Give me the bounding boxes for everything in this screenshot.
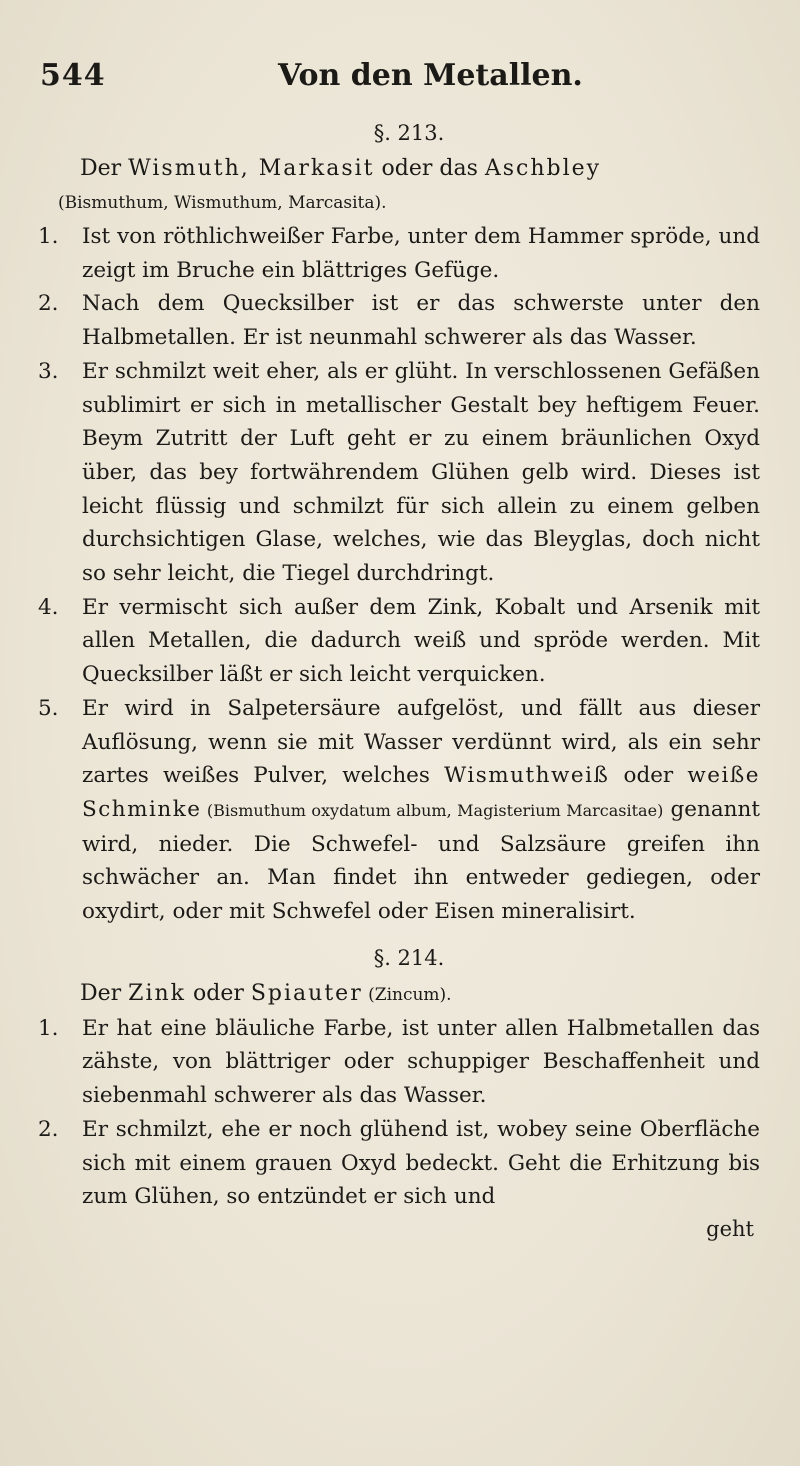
item-number: 1. — [38, 1015, 59, 1041]
item-number: 2. — [38, 1116, 59, 1142]
heading-latin: (Zincum). — [362, 984, 452, 1005]
heading-name-zink: Zink — [128, 980, 186, 1006]
list-item — [38, 220, 760, 287]
page-number: 544 — [40, 58, 106, 93]
heading-name-spiauter: Spiauter — [250, 980, 363, 1006]
item-text: Nach dem Quecksilber ist er das schwerste unter den Halbmetallen. Er ist neunmahl schwerer als das Wasser. — [82, 291, 760, 351]
item-text-mid: oder — [609, 763, 688, 789]
item-number: 1. — [38, 224, 59, 249]
item-text: Ist von röthlichweißer Farbe, unter dem Hammer spröde, und zeigt im Bruche ein blättriges Gefüge. — [82, 224, 760, 283]
item-number: 2. — [38, 291, 59, 317]
section-213-list — [38, 220, 760, 929]
emphasis-weisse-schminke: weiße Schminke — [82, 763, 760, 822]
item-text: Er vermischt sich außer dem Zink, Kobalt und Arsenik mit allen Metallen, die dadurch weiß und spröde werden. Mit Quecksilber läßt er sich leicht verquicken. — [82, 594, 760, 688]
item-text-after: genannt wird, nieder. Die Schwefel- und Salzsäure greifen ihn schwächer an. Man findet ihn entweder gediegen, oder oxydirt, oder mit Schwefel oder Eisen mineralisirt. — [82, 796, 760, 925]
catchword: geht — [706, 1216, 754, 1241]
section-214 — [38, 943, 760, 1244]
heading-name-aschbley: Aschbley — [484, 156, 602, 181]
item-text: Er schmilzt, ehe er noch glühend ist, wobey seine Oberfläche sich mit einem grauen Oxyd bedeckt. Geht die Erhitzung bis zum Glühen, so entzündet er sich und — [82, 1116, 760, 1210]
emphasis-wismuthweiss: Wismuthweiß — [444, 763, 610, 789]
body-text — [38, 118, 760, 1244]
latin-term: (Bismuthum oxydatum album, Magisterium Marcasitae) — [201, 800, 664, 820]
section-mark-213: §. 213. — [373, 121, 445, 145]
item-text: Er hat eine bläuliche Farbe, ist unter allen Halbmetallen das zähste, von blättriger oder schuppiger Beschaffenheit und siebenmahl schwerer als das Wasser. — [82, 1015, 760, 1109]
item-number: 4. — [38, 594, 59, 620]
list-item — [38, 692, 760, 929]
section-heading-213-latin: (Bismuthum, Wismuthum, Marcasita). — [58, 193, 387, 213]
list-item — [38, 1012, 760, 1113]
list-item — [38, 591, 760, 692]
item-number: 5. — [38, 695, 59, 721]
section-heading-213 — [38, 152, 760, 186]
item-text-before: Er wird in Salpetersäure aufgelöst, und fällt aus dieser Auflösung, wenn sie mit Wasser verdünnt wird, als ein sehr zartes weißes Pulver, welches — [82, 695, 760, 789]
heading-prefix: Der — [80, 980, 129, 1006]
item-text: Er schmilzt weit eher, als er glüht. In verschlossenen Gefäßen sublimirt er sich in metallischer Gestalt bey heftigem Feuer. Beym Zutritt der Luft geht er zu einem bräunlichen Oxyd über, das bey fortwährendem Glühen gelb wird. Dieses ist leicht flüssig und schmilzt für sich allein zu einem gelben durchsichtigen Glase, welches, wie das Bleyglas, doch nicht so sehr leicht, die Tiegel durchdringt. — [82, 358, 760, 587]
heading-mid: oder das — [374, 156, 485, 181]
list-item — [38, 287, 760, 354]
list-item — [38, 1113, 760, 1214]
section-mark-214: §. 214. — [373, 945, 445, 970]
running-title: Von den Metallen. — [278, 58, 583, 93]
running-head — [40, 58, 740, 98]
section-214-list — [38, 1012, 760, 1214]
heading-mid: oder — [186, 980, 251, 1006]
heading-names: Wismuth, Markasit — [128, 156, 375, 181]
section-heading-214 — [38, 977, 760, 1012]
item-number: 3. — [38, 358, 59, 384]
heading-prefix: Der — [80, 156, 129, 181]
list-item — [38, 355, 760, 591]
